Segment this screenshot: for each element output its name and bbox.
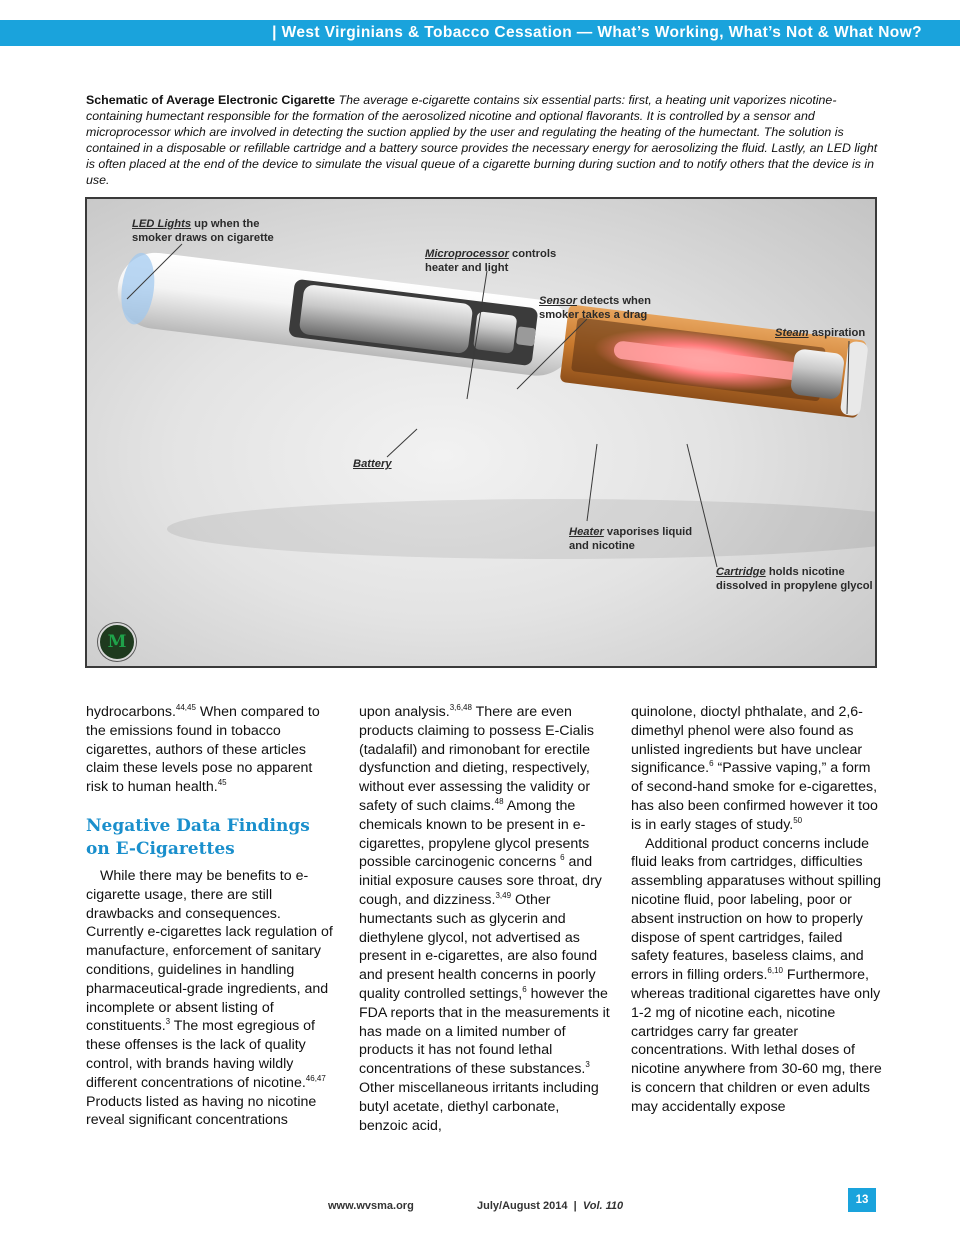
label-led-lights: LED Lights up when the smoker draws on cigarette xyxy=(132,218,274,244)
paragraph: quinolone, dioctyl phthalate, and 2,6-dimethyl phenol were also found as unlisted ingredients but have unclear significance.$^6$ “Passive vaping,” a form of second-hand smoke for e-cigarettes, has also been confirmed however it too is in early stages of study.$^{50}$ xyxy=(631,704,878,833)
paragraph: hydrocarbons.$^{44,45}$ When compared to the emissions found in tobacco cigarettes, authors of these articles claim these levels pose no apparent risk to human health.$^{45}$ xyxy=(86,703,320,796)
paragraph: Additional product concerns include fluid leaks from cartridges, difficulties assembling apparatuses without spilling nicotine fluid, poor labeling, poor or absent instruction on how to properly dispose of spent cartridges, failed safety features, baseless claims, and errors in filling orders.$^{6,10}$ Furthermore, whereas traditional cigarettes have only 1-2 mg of nicotine each, nicotine cartridges carry far greater concentrations. With lethal doses of nicotine anywhere from 30-60 mg, there is concern that children or even adults may accidentally expose xyxy=(631,835,882,1115)
cartridge-cap xyxy=(790,348,845,400)
e-cigarette-schematic-figure xyxy=(85,197,877,668)
section-heading: Negative Data Findings on E-Cigarettes xyxy=(86,815,310,859)
caption-body: The average e-cigarette contains six essential parts: first, a heating unit vaporizes nicotine-containing humectant responsible for the formation of the aerosolized nicotine and optional flavorants. It is controlled by a sensor and microprocessor which are involved in detecting the suction applied by the user and regulating the heating of the humectant. The solution is contained in a disposable or refillable cartridge and a battery source provides the necessary energy for aerosolizing the fluid. Lastly, an LED light is often placed at the end of the device to simulate the visual queue of a cigarette burning during suction and to notify others that the device is in use. xyxy=(86,93,878,187)
label-steam: Steam aspiration xyxy=(775,327,866,339)
text-column-2 xyxy=(359,703,611,1135)
text-column-1 xyxy=(86,703,338,1130)
caption-lead: Schematic of Average Electronic Cigarette xyxy=(86,93,336,107)
header-bar xyxy=(0,20,960,46)
wvsma-logo xyxy=(98,623,136,661)
label-microprocessor: Microprocessor controls heater and light xyxy=(425,248,557,274)
device-shadow xyxy=(167,499,875,559)
text-column-3 xyxy=(631,703,883,1117)
footer-issue: July/August 2014 | Vol. 110 xyxy=(477,1200,624,1212)
label-sensor: Sensor detects when smoker takes a drag xyxy=(539,295,651,321)
figure-caption xyxy=(86,92,886,188)
page-number: 13 xyxy=(848,1188,876,1212)
sensor-unit xyxy=(516,326,536,346)
logo-letter: M xyxy=(107,632,127,652)
label-cartridge: Cartridge holds nicotine dissolved in propylene glycol xyxy=(716,566,873,592)
paragraph: upon analysis.$^{3,6,48}$ There are even products claiming to possess E-Cialis (tadalafil) and rimonobant for erectile dysfunction and dieting, respectively, without ever assessing the validity or safety of such claims.$^{48}$ Among the chemicals known to be present in e-cigarettes, propylene glycol presents possible carcinogenic concerns $^6$ and initial exposure causes sore throat, dry cough, and dizziness.$^{3,49}$ Other humectants such as glycerin and diethylene glycol, not advertised as present in e-cigarettes, are also found and present health concerns in poorly quality controlled settings,$^6$ however the FDA reports that in the measurements it has made on a limited number of products it has not found lethal concentrations of these substances.$^3$ Other miscellaneous irritants including butyl acetate, diethyl carbonate, benzoic acid, xyxy=(359,703,610,1134)
label-battery: Battery xyxy=(353,458,392,470)
footer-website: www.wvsma.org xyxy=(328,1200,414,1212)
running-header-title: | West Virginians & Tobacco Cessation — What’s Working, What’s Not & What Now? xyxy=(272,24,922,41)
paragraph: While there may be benefits to e-cigarette usage, there are still drawbacks and consequences. Currently e-cigarettes lack regulation of manufacture, enforcement of sanitary conditions, guidelines in handling pharmaceutical-grade ingredients, and incomplete or absent listing of constituents.$^3$ The most egregious of these offenses is the lack of quality control, with brands having wildly different concentrations of nicotine.$^{46,47}$ Products listed as having no nicotine reveal significant concentrations xyxy=(86,867,333,1129)
label-heater: Heater vaporises liquid and nicotine xyxy=(569,526,693,552)
